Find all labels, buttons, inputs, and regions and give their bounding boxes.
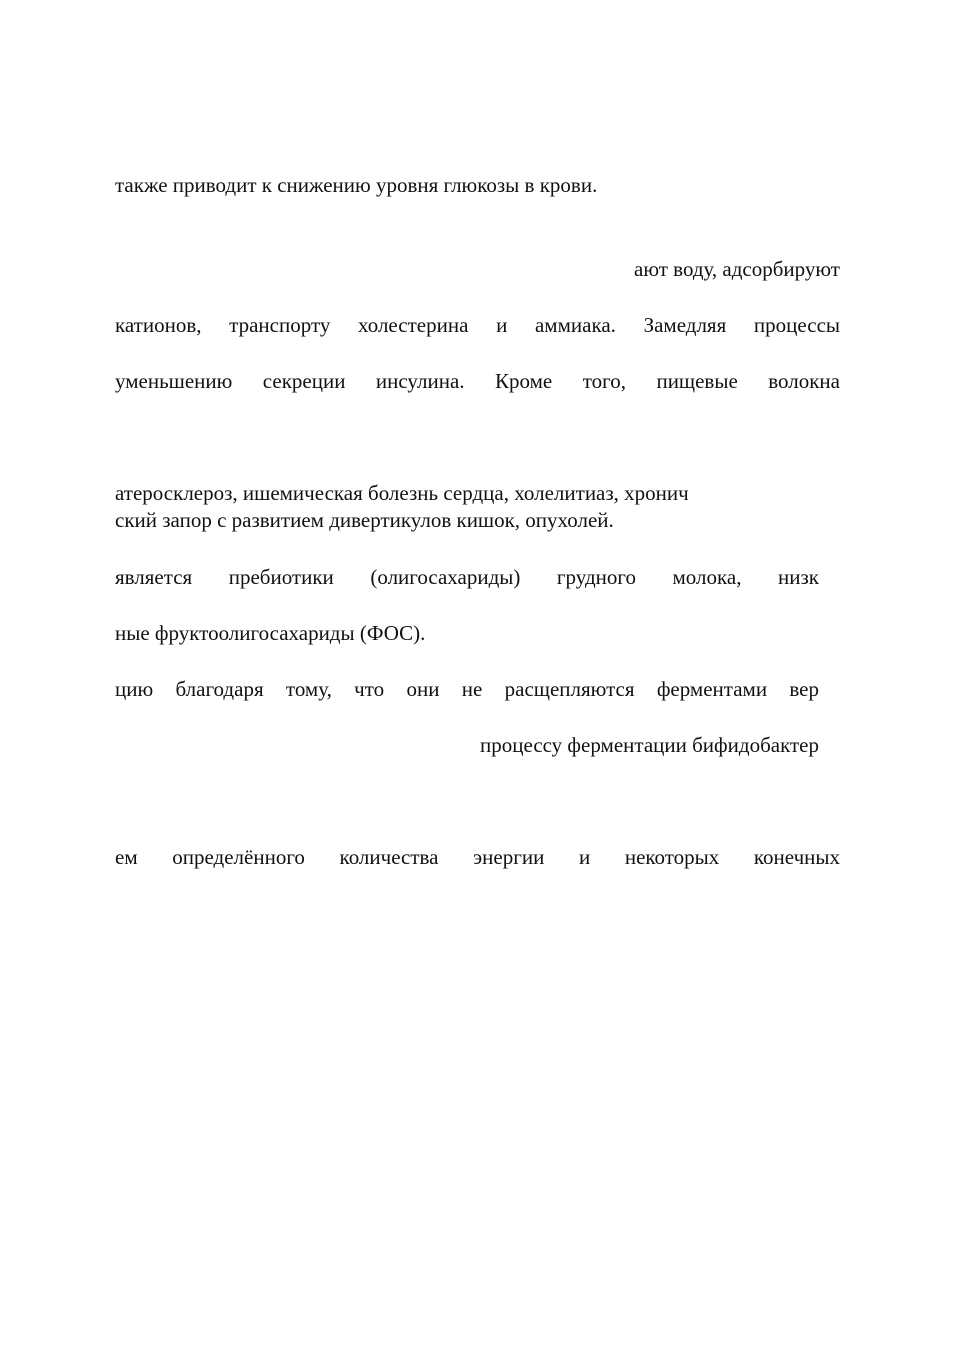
text-line: ский запор с развитием дивертикулов кишок, опухолей. <box>115 508 614 532</box>
text-line: катионов, транспорту холестерина и аммиака. Замедляя процессы <box>115 313 840 337</box>
text-line: атеросклероз, ишемическая болезнь сердца, холелитиаз, хронич <box>115 481 689 505</box>
text-line: ают воду, адсорбируют <box>634 257 840 281</box>
text-line: процессу ферментации бифидобактер <box>480 733 819 757</box>
text-line: уменьшению секреции инсулина. Кроме того, пищевые волокна <box>115 369 840 393</box>
text-line: является пребиотики (олигосахариды) грудного молока, низк <box>115 565 819 589</box>
text-line: ные фруктоолигосахариды (ФОС). <box>115 621 426 645</box>
text-line: также приводит к снижению уровня глюкозы в крови. <box>115 173 598 197</box>
text-line: ем определённого количества энергии и некоторых конечных <box>115 845 840 869</box>
text-line: цию благодаря тому, что они не расщепляются ферментами вер <box>115 677 819 701</box>
